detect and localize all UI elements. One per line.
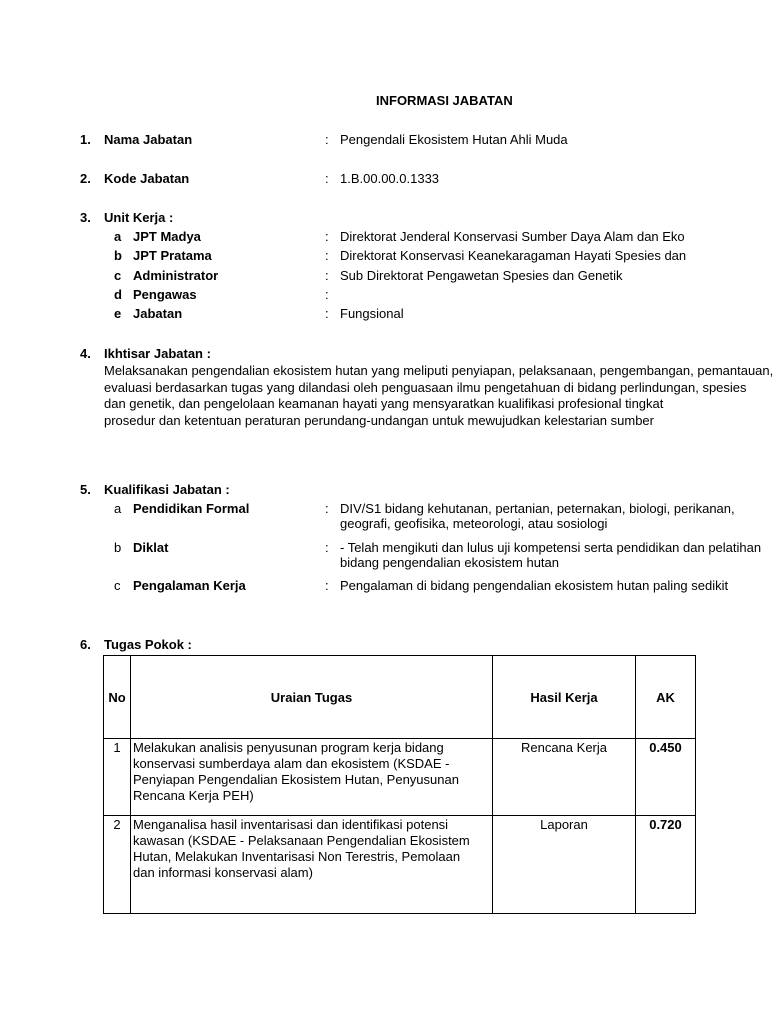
cell-line: kawasan (KSDAE - Pelaksanaan Pengendalian Ekosistem xyxy=(133,833,470,848)
administrator-value: Sub Direktorat Pengawetan Spesies dan Genetik xyxy=(340,268,623,283)
paragraph-line: evaluasi berdasarkan tugas yang dilandasi oleh penguasaan ilmu pengetahuan di bidang perlindungan, spesies xyxy=(104,379,747,395)
colon: : xyxy=(325,287,329,302)
item-letter: a xyxy=(114,229,122,244)
colon: : xyxy=(325,248,329,263)
colon: : xyxy=(325,501,329,516)
jpt-madya-value: Direktorat Jenderal Konservasi Sumber Daya Alam dan Eko xyxy=(340,229,685,244)
page-title: INFORMASI JABATAN xyxy=(376,93,513,108)
item-letter: b xyxy=(114,248,122,263)
item-letter: e xyxy=(114,306,122,321)
paragraph-line: Melaksanakan pengendalian ekosistem hutan yang meliputi penyiapan, pelaksanaan, pengembangan, pemantauan, xyxy=(104,363,773,378)
cell-ak: 0.720 xyxy=(636,816,696,914)
nama-jabatan-value: Pengendali Ekosistem Hutan Ahli Muda xyxy=(340,132,568,147)
cell-uraian xyxy=(131,739,493,816)
paragraph-line: prosedur dan ketentuan peraturan perundang-undangan untuk mewujudkan kelestarian sumber xyxy=(104,412,654,428)
jabatan-value: Fungsional xyxy=(340,306,404,321)
section-4-number: 4. xyxy=(80,346,91,361)
jabatan-label: Jabatan xyxy=(133,306,183,321)
diklat-value-cont: bidang pengendalian ekosistem hutan xyxy=(340,555,560,570)
cell-no: 2 xyxy=(104,816,131,914)
cell-line: Melakukan analisis penyusunan program kerja bidang xyxy=(133,740,444,755)
cell-ak: 0.450 xyxy=(636,739,696,816)
cell-uraian xyxy=(131,816,493,914)
header-ak: AK xyxy=(636,656,696,739)
cell-hasil-kerja: Laporan xyxy=(493,816,636,914)
colon: : xyxy=(325,229,329,244)
colon: : xyxy=(325,540,329,555)
table-header-row xyxy=(104,656,696,739)
cell-line: Hutan, Melakukan Inventarisasi Non Terestris, Pemolaan xyxy=(133,849,461,864)
kode-jabatan-value: 1.B.00.00.0.1333 xyxy=(340,171,440,186)
pendidikan-formal-value-cont: geografi, geofisika, meteorologi, atau sosiologi xyxy=(340,516,608,531)
pengalaman-kerja-value: Pengalaman di bidang pengendalian ekosistem hutan paling sedikit xyxy=(340,578,729,593)
header-uraian-tugas: Uraian Tugas xyxy=(131,656,493,739)
table-row xyxy=(104,739,696,816)
cell-line: Penyiapan Pengendalian Ekosistem Hutan, Penyusunan xyxy=(133,772,459,787)
diklat-label: Diklat xyxy=(133,540,169,555)
item-letter: c xyxy=(114,268,122,283)
item-letter: a xyxy=(114,501,122,516)
colon: : xyxy=(325,268,329,283)
section-1-number: 1. xyxy=(80,132,91,147)
table-row xyxy=(104,816,696,914)
ikhtisar-jabatan-label: Ikhtisar Jabatan : xyxy=(104,346,211,361)
colon: : xyxy=(325,132,329,147)
cell-no: 1 xyxy=(104,739,131,816)
colon: : xyxy=(325,171,329,186)
pendidikan-formal-value: DIV/S1 bidang kehutanan, pertanian, peternakan, biologi, perikanan, xyxy=(340,501,735,516)
administrator-label: Administrator xyxy=(133,268,219,283)
cell-line: dan informasi konservasi alam) xyxy=(133,865,313,880)
header-hasil-kerja: Hasil Kerja xyxy=(493,656,636,739)
ikhtisar-paragraph xyxy=(104,363,773,429)
colon: : xyxy=(325,578,329,593)
section-5-number: 5. xyxy=(80,482,91,497)
header-no: No xyxy=(104,656,131,739)
colon: : xyxy=(325,306,329,321)
jpt-pratama-value: Direktorat Konservasi Keanekaragaman Hayati Spesies dan xyxy=(340,248,687,263)
cell-line: konservasi sumberdaya alam dan ekosistem (KSDAE - xyxy=(133,756,450,771)
unit-kerja-label: Unit Kerja : xyxy=(104,210,174,225)
kualifikasi-jabatan-label: Kualifikasi Jabatan : xyxy=(104,482,230,497)
cell-line: Menganalisa hasil inventarisasi dan identifikasi potensi xyxy=(133,817,449,832)
section-3-number: 3. xyxy=(80,210,91,225)
cell-line: Rencana Kerja PEH) xyxy=(133,788,254,803)
pendidikan-formal-label: Pendidikan Formal xyxy=(133,501,250,516)
jpt-pratama-label: JPT Pratama xyxy=(133,248,212,263)
item-letter: b xyxy=(114,540,122,555)
kode-jabatan-label: Kode Jabatan xyxy=(104,171,190,186)
paragraph-line: dan genetik, dan pengelolaan keamanan hayati yang mensyaratkan kualifikasi profesional tingkat xyxy=(104,396,664,411)
item-letter: c xyxy=(114,578,121,593)
section-2-number: 2. xyxy=(80,171,91,186)
section-6-number: 6. xyxy=(80,637,91,652)
diklat-value: - Telah mengikuti dan lulus uji kompetensi serta pendidikan dan pelatihan xyxy=(340,540,762,555)
item-letter: d xyxy=(114,287,122,302)
nama-jabatan-label: Nama Jabatan xyxy=(104,132,193,147)
tugas-pokok-table xyxy=(103,655,696,914)
pengawas-label: Pengawas xyxy=(133,287,197,302)
jpt-madya-label: JPT Madya xyxy=(133,229,201,244)
cell-hasil-kerja: Rencana Kerja xyxy=(493,739,636,816)
tugas-pokok-label: Tugas Pokok : xyxy=(104,637,192,652)
pengalaman-kerja-label: Pengalaman Kerja xyxy=(133,578,246,593)
